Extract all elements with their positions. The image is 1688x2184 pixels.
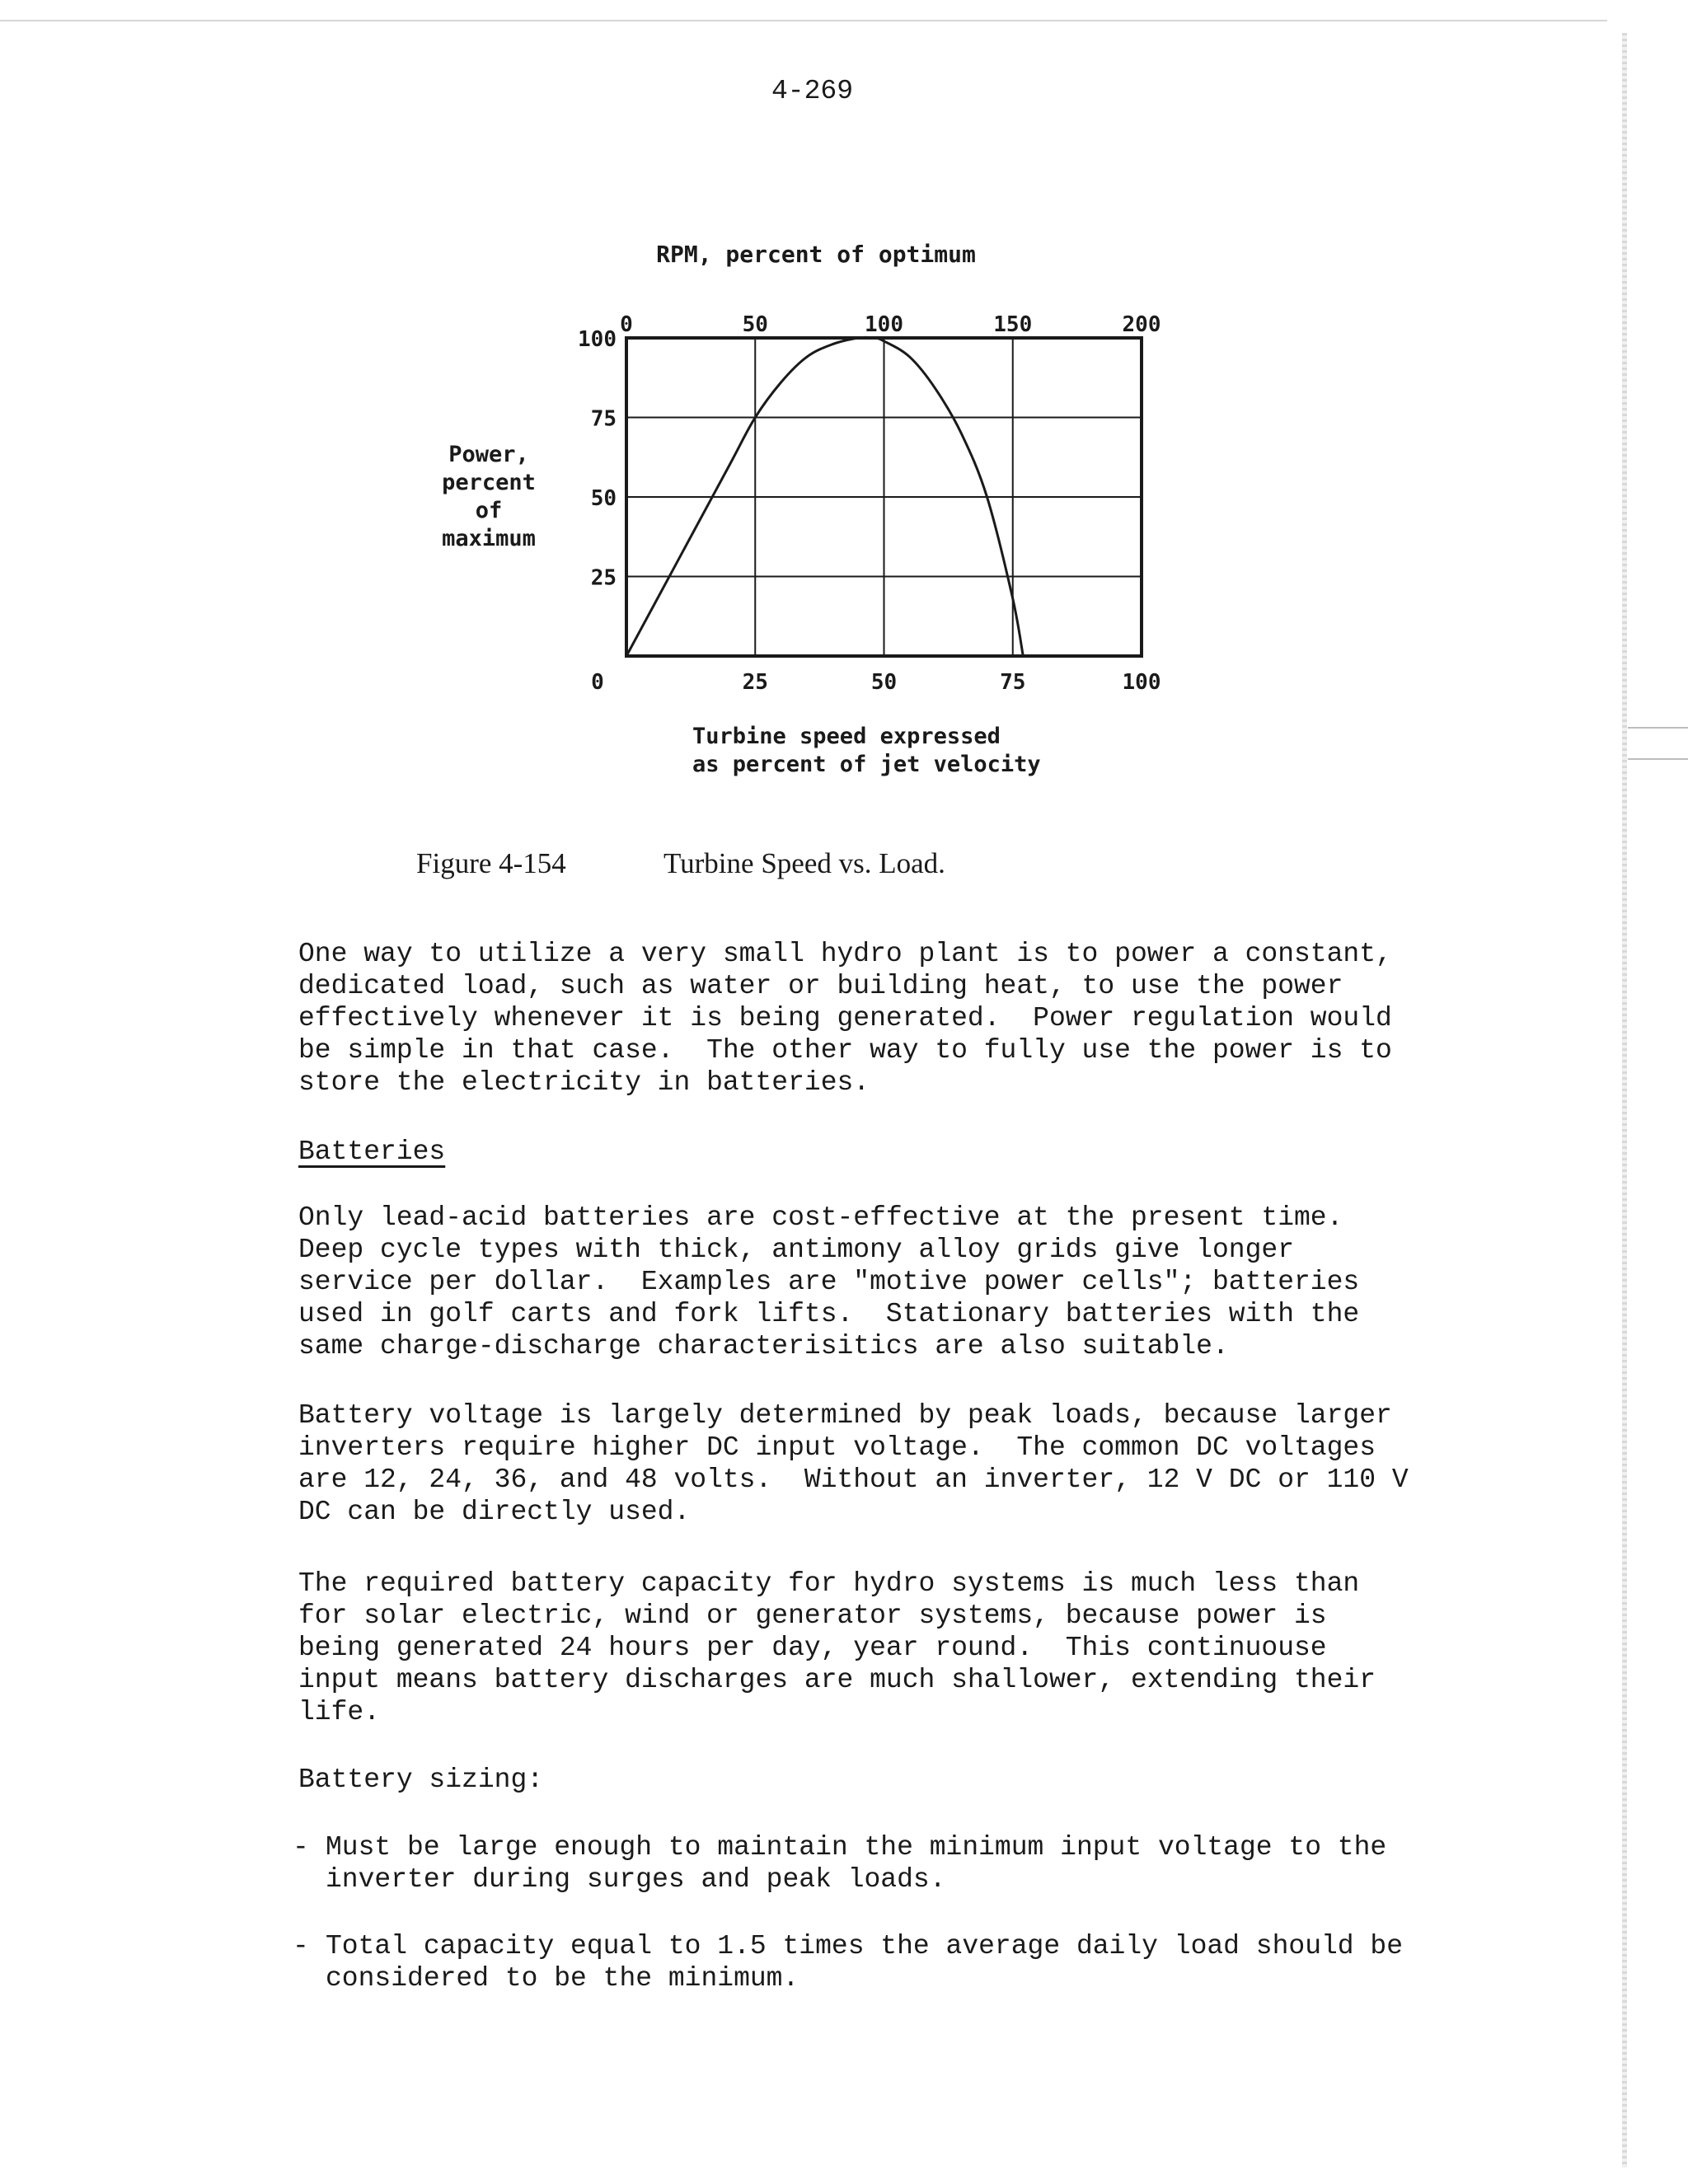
scan-right-edge <box>1622 33 1627 2168</box>
bottom-tick-label: 75 <box>1000 670 1026 695</box>
top-tick-label: 200 <box>1122 312 1161 337</box>
top-tick-label: 0 <box>620 312 633 337</box>
bottom-tick-label: 25 <box>742 670 768 695</box>
paragraph-intro: One way to utilize a very small hydro plant is to power a constant, dedicated load, such as water or building heat, to use the power effectively whenever it is being generated. Power regulation would be simple in that case. The other way to fully use the power is to store the electricity in batteries. <box>298 939 1392 1098</box>
paragraph-sizing-intro: Battery sizing: <box>298 1765 544 1795</box>
page-number: 4-269 <box>771 76 854 106</box>
plot-area <box>626 338 1142 656</box>
x-axis-label <box>692 724 1041 777</box>
list-item-text: Total capacity equal to 1.5 times the average daily load should be considered to be the minimum. <box>326 1931 1404 1994</box>
y-axis-label-line: percent <box>442 470 536 495</box>
left-tick-label: 75 <box>590 406 617 432</box>
section-heading-batteries: Batteries <box>298 1137 446 1167</box>
chart-title: RPM, percent of optimum <box>656 241 976 268</box>
figure-label: Figure 4-154 <box>416 847 566 879</box>
paragraph-voltage: Battery voltage is largely determined by peak loads, because larger inverters require higher DC input voltage. The common DC voltages are 12, 24, 36, and 48 volts. Without an inverter, 12 V DC or 110 V DC can be directly used. <box>298 1400 1409 1527</box>
top-tick-label: 150 <box>993 312 1033 337</box>
y-axis-label-line: Power, <box>448 442 529 467</box>
y-axis-label <box>442 442 536 551</box>
left-tick-label: 50 <box>590 486 617 511</box>
x-axis-label-line: as percent of jet velocity <box>692 752 1041 777</box>
top-axis-ticks <box>620 312 1160 337</box>
list-bullet: - <box>293 1931 309 1961</box>
y-axis-label-line: maximum <box>442 526 536 551</box>
bottom-tick-label: 100 <box>1122 670 1161 695</box>
turbine-speed-chart <box>412 239 1236 816</box>
top-tick-label: 50 <box>742 312 768 337</box>
list-item <box>293 1930 1463 1994</box>
figure-title: Turbine Speed vs. Load. <box>663 847 945 879</box>
scan-top-rule <box>0 20 1607 21</box>
y-axis-label-line: of <box>475 498 503 523</box>
left-axis-ticks <box>578 327 617 591</box>
left-tick-label: 25 <box>590 565 617 591</box>
figure-caption <box>416 847 945 880</box>
list-item <box>293 1831 1463 1896</box>
chart-svg <box>412 239 1236 816</box>
scan-edge-mark <box>1628 758 1688 760</box>
paragraph-capacity: The required battery capacity for hydro systems is much less than for solar electric, wind or generator systems, because power is being generated 24 hours per day, year round. This continuouse input means battery discharges are much shallower, extending their life. <box>298 1568 1376 1727</box>
list-bullet: - <box>293 1832 309 1863</box>
list-item-text: Must be large enough to maintain the minimum input voltage to the inverter during surges and peak loads. <box>326 1832 1387 1895</box>
left-tick-label: 100 <box>578 327 617 352</box>
top-tick-label: 100 <box>865 312 903 337</box>
scan-edge-mark <box>1628 727 1688 729</box>
paragraph-lead-acid: Only lead-acid batteries are cost-effective at the present time. Deep cycle types with thick, antimony alloy grids give longer service per dollar. Examples are "motive power cells"; batteries used in golf carts and fork lifts. Stationary batteries with the same charge-discharge characterisitics are also suitable. <box>298 1202 1360 1361</box>
x-axis-label-line: Turbine speed expressed <box>692 724 1001 749</box>
bottom-tick-label: 0 <box>591 670 604 695</box>
bottom-axis-ticks <box>591 670 1160 695</box>
bottom-tick-label: 50 <box>870 670 898 695</box>
